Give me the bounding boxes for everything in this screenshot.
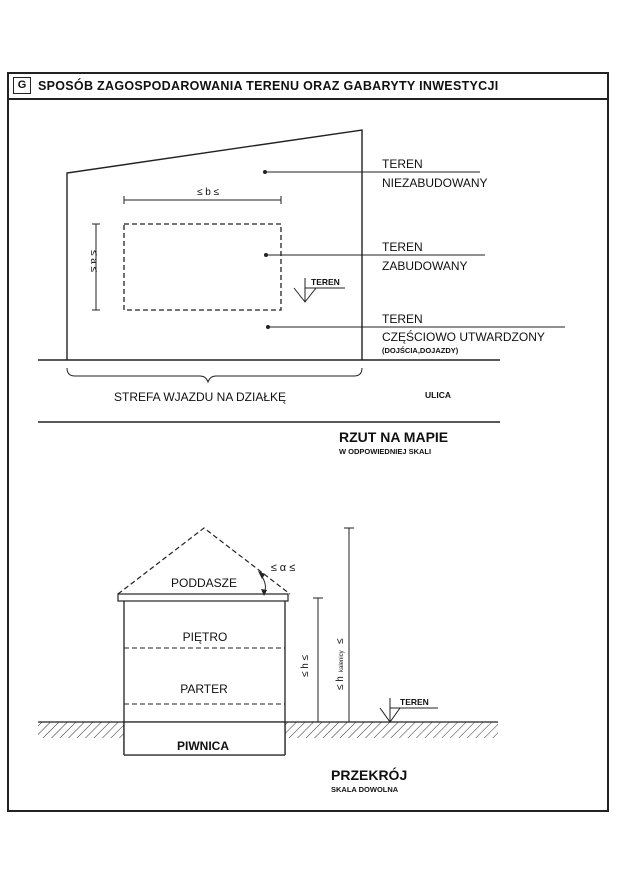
label-pietro: PIĘTRO <box>182 630 228 644</box>
dimension-b-label: ≤ b ≤ <box>196 187 220 198</box>
label-teren-plan: TEREN <box>311 277 340 287</box>
leader-niezabudowany <box>263 170 480 174</box>
plan-subtitle: W ODPOWIEDNIEJ SKALI <box>339 447 432 456</box>
label-teren-utwardzony-3: (DOJŚCIA,DOJAZDY) <box>382 346 459 355</box>
label-ulica: ULICA <box>425 390 451 400</box>
dimension-h-label: ≤ h ≤ <box>300 654 311 678</box>
dimension-h-kalenicy-end: ≤ <box>335 638 346 644</box>
dimension-h-kalenicy-main: ≤ h <box>335 676 346 690</box>
leader-zabudowany <box>264 253 485 257</box>
label-teren-utwardzony-1: TEREN <box>382 312 423 326</box>
section-title: PRZEKRÓJ <box>331 767 408 783</box>
label-teren-zabudowany-1: TEREN <box>382 240 423 254</box>
label-teren-section: TEREN <box>400 697 429 707</box>
label-teren-utwardzony-2: CZĘŚCIOWO UTWARDZONY <box>382 330 545 344</box>
building-footprint <box>124 224 281 310</box>
dimension-h <box>313 598 323 722</box>
label-teren-niezabudowany-2: NIEZABUDOWANY <box>382 176 488 190</box>
label-piwnica: PIWNICA <box>177 739 229 753</box>
label-parter: PARTER <box>180 682 228 696</box>
sheet-title: SPOSÓB ZAGOSPODAROWANIA TERENU ORAZ GABARYTY INWESTYCJI <box>38 79 499 93</box>
dimension-h-kalenicy <box>344 528 354 722</box>
label-poddasze: PODDASZE <box>170 576 238 590</box>
label-alpha: ≤ α ≤ <box>270 562 296 574</box>
dimension-a-label: ≤ a ≤ <box>88 249 99 273</box>
section-letter: G <box>13 77 31 94</box>
plan-title: RZUT NA MAPIE <box>339 429 449 445</box>
label-strefa-wjazdu: STREFA WJAZDU NA DZIAŁKĘ <box>113 390 287 404</box>
label-teren-niezabudowany-1: TEREN <box>382 157 423 171</box>
section-subtitle: SKALA DOWOLNA <box>331 785 399 794</box>
building-walls <box>124 601 285 755</box>
dimension-h-kalenicy-sub: kalenicy <box>339 650 345 672</box>
dimension-h-kalenicy-label <box>335 638 346 690</box>
strefa-brace <box>67 368 362 382</box>
label-teren-zabudowany-2: ZABUDOWANY <box>382 259 468 273</box>
roof-eave <box>118 594 288 601</box>
